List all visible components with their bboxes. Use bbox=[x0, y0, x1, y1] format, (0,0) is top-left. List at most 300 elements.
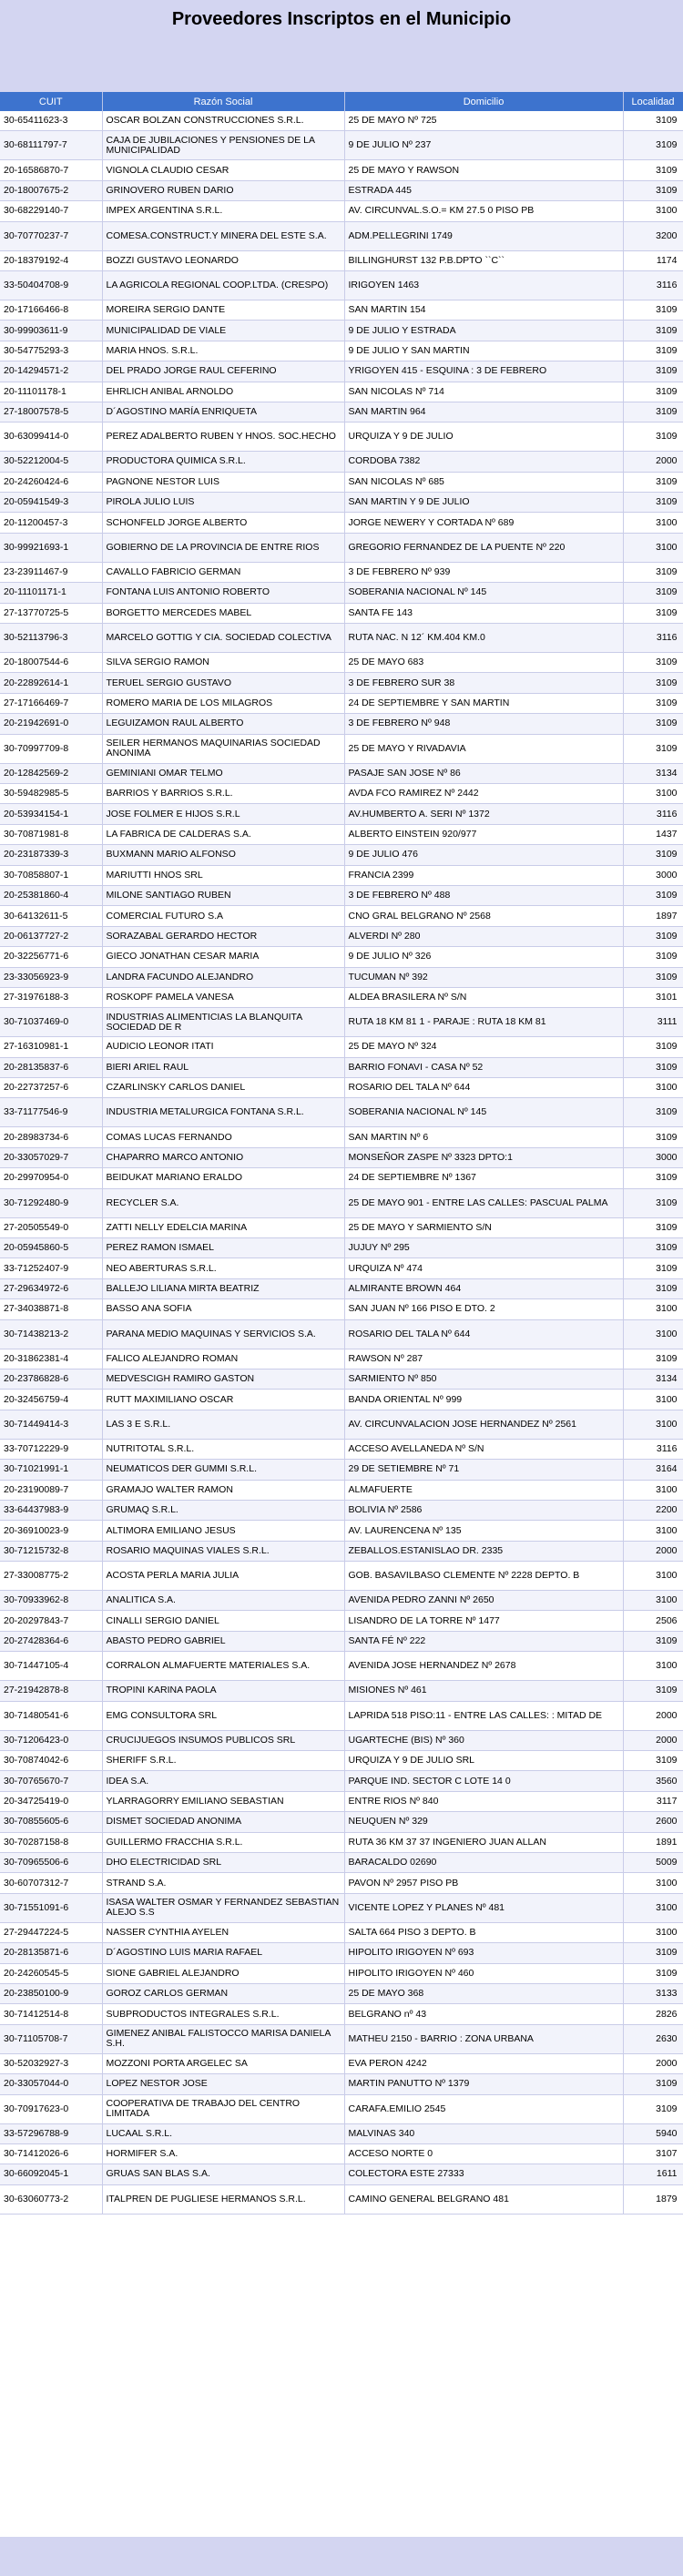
table-row bbox=[0, 2094, 683, 2123]
cell-localidad: 1437 bbox=[623, 824, 683, 844]
cell-localidad: 3100 bbox=[623, 1078, 683, 1098]
cell-cuit: 30-70770237-7 bbox=[0, 221, 102, 250]
table-row bbox=[0, 967, 683, 987]
cell-razon-social: PEREZ ADALBERTO RUBEN Y HNOS. SOC.HECHO bbox=[102, 423, 344, 452]
cell-razon-social: GEMINIANI OMAR TELMO bbox=[102, 763, 344, 783]
cell-razon-social: CZARLINSKY CARLOS DANIEL bbox=[102, 1078, 344, 1098]
cell-domicilio: CORDOBA 7382 bbox=[344, 452, 623, 472]
cell-localidad: 3109 bbox=[623, 926, 683, 946]
cell-localidad: 3560 bbox=[623, 1771, 683, 1791]
cell-localidad: 3109 bbox=[623, 734, 683, 763]
cell-localidad: 3000 bbox=[623, 1147, 683, 1167]
table-row bbox=[0, 1410, 683, 1439]
cell-localidad: 3109 bbox=[623, 131, 683, 160]
cell-razon-social: PEREZ RAMON ISMAEL bbox=[102, 1238, 344, 1258]
table-row bbox=[0, 734, 683, 763]
cell-razon-social: ABASTO PEDRO GABRIEL bbox=[102, 1631, 344, 1651]
cell-cuit: 33-50404708-9 bbox=[0, 270, 102, 300]
table-row bbox=[0, 693, 683, 713]
cell-razon-social: STRAND S.A. bbox=[102, 1873, 344, 1893]
cell-razon-social: CHAPARRO MARCO ANTONIO bbox=[102, 1147, 344, 1167]
cell-domicilio: UGARTECHE (BIS) Nº 360 bbox=[344, 1730, 623, 1750]
page-title: Proveedores Inscriptos en el Municipio bbox=[171, 9, 512, 29]
cell-razon-social: PIROLA JULIO LUIS bbox=[102, 493, 344, 513]
cell-domicilio: 3 DE FEBRERO Nº 939 bbox=[344, 562, 623, 582]
cell-cuit: 20-33057044-0 bbox=[0, 2074, 102, 2094]
cell-localidad: 3164 bbox=[623, 1460, 683, 1480]
cell-localidad: 3100 bbox=[623, 1410, 683, 1439]
cell-localidad: 3109 bbox=[623, 1631, 683, 1651]
cell-domicilio: RUTA 36 KM 37 37 INGENIERO JUAN ALLAN bbox=[344, 1832, 623, 1852]
cell-domicilio: AVENIDA JOSE HERNANDEZ Nº 2678 bbox=[344, 1652, 623, 1681]
cell-localidad: 3000 bbox=[623, 865, 683, 885]
table-row bbox=[0, 423, 683, 452]
cell-domicilio: ALMAFUERTE bbox=[344, 1480, 623, 1500]
cell-razon-social: SILVA SERGIO RAMON bbox=[102, 653, 344, 673]
cell-razon-social: IDEA S.A. bbox=[102, 1771, 344, 1791]
cell-domicilio: ACCESO AVELLANEDA Nº S/N bbox=[344, 1439, 623, 1459]
cell-domicilio: TUCUMAN Nº 392 bbox=[344, 967, 623, 987]
cell-cuit: 30-70287158-8 bbox=[0, 1832, 102, 1852]
table-row bbox=[0, 1611, 683, 1631]
cell-razon-social: ANALITICA S.A. bbox=[102, 1591, 344, 1611]
cell-localidad: 3109 bbox=[623, 341, 683, 361]
cell-cuit: 30-71438213-2 bbox=[0, 1319, 102, 1349]
cell-domicilio: 24 DE SEPTIEMBRE Y SAN MARTIN bbox=[344, 693, 623, 713]
cell-localidad: 3100 bbox=[623, 1591, 683, 1611]
table-row bbox=[0, 382, 683, 402]
cell-razon-social: SUBPRODUCTOS INTEGRALES S.R.L. bbox=[102, 2004, 344, 2024]
cell-razon-social: BARRIOS Y BARRIOS S.R.L. bbox=[102, 783, 344, 803]
cell-razon-social: NASSER CYNTHIA AYELEN bbox=[102, 1922, 344, 1942]
table-row bbox=[0, 763, 683, 783]
cell-localidad: 1891 bbox=[623, 1832, 683, 1852]
table-row bbox=[0, 1168, 683, 1188]
cell-razon-social: CAVALLO FABRICIO GERMAN bbox=[102, 562, 344, 582]
cell-domicilio: SOBERANIA NACIONAL Nº 145 bbox=[344, 583, 623, 603]
cell-localidad: 2000 bbox=[623, 452, 683, 472]
cell-razon-social: GIECO JONATHAN CESAR MARIA bbox=[102, 947, 344, 967]
cell-domicilio: SARMIENTO Nº 850 bbox=[344, 1369, 623, 1389]
cell-localidad: 3109 bbox=[623, 1098, 683, 1127]
cell-cuit: 27-20505549-0 bbox=[0, 1217, 102, 1237]
table-row bbox=[0, 533, 683, 562]
cell-domicilio: ACCESO NORTE 0 bbox=[344, 2143, 623, 2164]
cell-razon-social: GRINOVERO RUBEN DARIO bbox=[102, 180, 344, 200]
table-row bbox=[0, 653, 683, 673]
cell-domicilio: BARACALDO 02690 bbox=[344, 1853, 623, 1873]
cell-cuit: 30-71292480-9 bbox=[0, 1188, 102, 1217]
cell-domicilio: SAN MARTIN 154 bbox=[344, 300, 623, 320]
cell-cuit: 20-23850100-9 bbox=[0, 1983, 102, 2003]
cell-razon-social: CRUCIJUEGOS INSUMOS PUBLICOS SRL bbox=[102, 1730, 344, 1750]
table-row bbox=[0, 1771, 683, 1791]
cell-domicilio: AV. CIRCUNVALACION JOSE HERNANDEZ Nº 2561 bbox=[344, 1410, 623, 1439]
cell-cuit: 20-16586870-7 bbox=[0, 160, 102, 180]
cell-cuit: 30-68229140-7 bbox=[0, 201, 102, 221]
table-row bbox=[0, 603, 683, 623]
table-row bbox=[0, 1238, 683, 1258]
cell-localidad: 3134 bbox=[623, 763, 683, 783]
cell-razon-social: OSCAR BOLZAN CONSTRUCCIONES S.R.L. bbox=[102, 111, 344, 131]
cell-razon-social: TROPINI KARINA PAOLA bbox=[102, 1681, 344, 1701]
cell-razon-social: ROSKOPF PAMELA VANESA bbox=[102, 987, 344, 1007]
table-row bbox=[0, 1631, 683, 1651]
cell-domicilio: ESTRADA 445 bbox=[344, 180, 623, 200]
cell-domicilio: BARRIO FONAVI - CASA Nº 52 bbox=[344, 1057, 623, 1077]
cell-razon-social: TERUEL SERGIO GUSTAVO bbox=[102, 673, 344, 693]
column-header-localidad: Localidad bbox=[623, 92, 683, 111]
cell-domicilio: EVA PERON 4242 bbox=[344, 2053, 623, 2073]
cell-localidad: 2826 bbox=[623, 2004, 683, 2024]
cell-domicilio: AVENIDA PEDRO ZANNI Nº 2650 bbox=[344, 1591, 623, 1611]
table-row bbox=[0, 452, 683, 472]
cell-localidad: 3109 bbox=[623, 947, 683, 967]
cell-razon-social: PAGNONE NESTOR LUIS bbox=[102, 472, 344, 492]
cell-localidad: 1611 bbox=[623, 2164, 683, 2184]
table-row bbox=[0, 865, 683, 885]
cell-domicilio: MATHEU 2150 - BARRIO : ZONA URBANA bbox=[344, 2024, 623, 2053]
cell-localidad: 1174 bbox=[623, 250, 683, 270]
cell-localidad: 5940 bbox=[623, 2123, 683, 2143]
cell-cuit: 20-12842569-2 bbox=[0, 763, 102, 783]
cell-localidad: 2200 bbox=[623, 1500, 683, 1520]
cell-localidad: 3109 bbox=[623, 1681, 683, 1701]
table-row bbox=[0, 221, 683, 250]
cell-domicilio: ALBERTO EINSTEIN 920/977 bbox=[344, 824, 623, 844]
cell-razon-social: BIERI ARIEL RAUL bbox=[102, 1057, 344, 1077]
cell-domicilio: SAN MARTIN Y 9 DE JULIO bbox=[344, 493, 623, 513]
cell-razon-social: EHRLICH ANIBAL ARNOLDO bbox=[102, 382, 344, 402]
cell-localidad: 3109 bbox=[623, 160, 683, 180]
table-row bbox=[0, 947, 683, 967]
cell-cuit: 20-18007544-6 bbox=[0, 653, 102, 673]
cell-cuit: 30-70765670-7 bbox=[0, 1771, 102, 1791]
cell-cuit: 30-70997709-8 bbox=[0, 734, 102, 763]
cell-localidad: 3134 bbox=[623, 1369, 683, 1389]
table-row bbox=[0, 1217, 683, 1237]
cell-cuit: 20-24260424-6 bbox=[0, 472, 102, 492]
table-row bbox=[0, 1480, 683, 1500]
cell-localidad: 3109 bbox=[623, 673, 683, 693]
cell-cuit: 33-71252407-9 bbox=[0, 1258, 102, 1278]
cell-cuit: 30-71037469-0 bbox=[0, 1008, 102, 1037]
cell-cuit: 30-99903611-9 bbox=[0, 321, 102, 341]
cell-domicilio: ENTRE RIOS Nº 840 bbox=[344, 1791, 623, 1811]
cell-razon-social: PARANA MEDIO MAQUINAS Y SERVICIOS S.A. bbox=[102, 1319, 344, 1349]
cell-cuit: 20-28135837-6 bbox=[0, 1057, 102, 1077]
cell-localidad: 3109 bbox=[623, 885, 683, 905]
cell-cuit: 30-71412026-6 bbox=[0, 2143, 102, 2164]
cell-domicilio: ADM.PELLEGRINI 1749 bbox=[344, 221, 623, 250]
cell-localidad: 3109 bbox=[623, 1349, 683, 1369]
table-row bbox=[0, 1521, 683, 1541]
table-row bbox=[0, 804, 683, 824]
cell-domicilio: SAN MARTIN 964 bbox=[344, 402, 623, 422]
cell-domicilio: 25 DE MAYO Y RAWSON bbox=[344, 160, 623, 180]
cell-cuit: 20-18007675-2 bbox=[0, 180, 102, 200]
cell-razon-social: SEILER HERMANOS MAQUINARIAS SOCIEDAD ANONIMA bbox=[102, 734, 344, 763]
cell-localidad: 5009 bbox=[623, 1853, 683, 1873]
cell-cuit: 30-70871981-8 bbox=[0, 824, 102, 844]
cell-cuit: 30-70855605-6 bbox=[0, 1812, 102, 1832]
table-row bbox=[0, 906, 683, 926]
table-row bbox=[0, 111, 683, 131]
cell-razon-social: INDUSTRIA METALURGICA FONTANA S.R.L. bbox=[102, 1098, 344, 1127]
cell-razon-social: ITALPREN DE PUGLIESE HERMANOS S.R.L. bbox=[102, 2184, 344, 2214]
cell-razon-social: GRUMAQ S.R.L. bbox=[102, 1500, 344, 1520]
table-row bbox=[0, 160, 683, 180]
cell-razon-social: D´AGOSTINO MARÍA ENRIQUETA bbox=[102, 402, 344, 422]
cell-localidad: 3109 bbox=[623, 472, 683, 492]
table-row bbox=[0, 1730, 683, 1750]
cell-razon-social: RUTT MAXIMILIANO OSCAR bbox=[102, 1390, 344, 1410]
cell-domicilio: NEUQUEN Nº 329 bbox=[344, 1812, 623, 1832]
cell-domicilio: LAPRIDA 518 PISO:11 - ENTRE LAS CALLES: : MITAD DE bbox=[344, 1701, 623, 1730]
cell-cuit: 30-59482985-5 bbox=[0, 783, 102, 803]
cell-cuit: 20-18379192-4 bbox=[0, 250, 102, 270]
cell-domicilio: PAVON Nº 2957 PISO PB bbox=[344, 1873, 623, 1893]
table-row bbox=[0, 1460, 683, 1480]
cell-razon-social: INDUSTRIAS ALIMENTICIAS LA BLANQUITA SOCIEDAD DE R bbox=[102, 1008, 344, 1037]
table-row bbox=[0, 1037, 683, 1057]
cell-cuit: 30-64132611-5 bbox=[0, 906, 102, 926]
cell-domicilio: RAWSON Nº 287 bbox=[344, 1349, 623, 1369]
cell-cuit: 20-14294571-2 bbox=[0, 361, 102, 382]
cell-cuit: 23-33056923-9 bbox=[0, 967, 102, 987]
cell-razon-social: LANDRA FACUNDO ALEJANDRO bbox=[102, 967, 344, 987]
cell-domicilio: 25 DE MAYO Y SARMIENTO S/N bbox=[344, 1217, 623, 1237]
table-row bbox=[0, 1008, 683, 1037]
cell-localidad: 3100 bbox=[623, 783, 683, 803]
table-row bbox=[0, 1701, 683, 1730]
cell-localidad: 3109 bbox=[623, 1258, 683, 1278]
cell-localidad: 3109 bbox=[623, 2074, 683, 2094]
table-row bbox=[0, 2123, 683, 2143]
cell-localidad: 2000 bbox=[623, 2053, 683, 2073]
cell-cuit: 20-05941549-3 bbox=[0, 493, 102, 513]
table-row bbox=[0, 2004, 683, 2024]
cell-localidad: 3107 bbox=[623, 2143, 683, 2164]
cell-razon-social: IMPEX ARGENTINA S.R.L. bbox=[102, 201, 344, 221]
cell-localidad: 3100 bbox=[623, 1893, 683, 1922]
cell-cuit: 30-71551091-6 bbox=[0, 1893, 102, 1922]
table-row bbox=[0, 201, 683, 221]
cell-razon-social: DEL PRADO JORGE RAUL CEFERINO bbox=[102, 361, 344, 382]
cell-cuit: 30-63060773-2 bbox=[0, 2184, 102, 2214]
cell-cuit: 30-68111797-7 bbox=[0, 131, 102, 160]
cell-cuit: 20-06137727-2 bbox=[0, 926, 102, 946]
cell-domicilio: BELGRANO nº 43 bbox=[344, 2004, 623, 2024]
cell-localidad: 3200 bbox=[623, 221, 683, 250]
cell-localidad: 3109 bbox=[623, 1188, 683, 1217]
column-header-cuit: CUIT bbox=[0, 92, 102, 111]
cell-cuit: 20-31862381-4 bbox=[0, 1349, 102, 1369]
cell-domicilio: 25 DE MAYO 901 - ENTRE LAS CALLES: PASCUAL PALMA bbox=[344, 1188, 623, 1217]
cell-razon-social: BEIDUKAT MARIANO ERALDO bbox=[102, 1168, 344, 1188]
cell-cuit: 27-18007578-5 bbox=[0, 402, 102, 422]
cell-cuit: 20-29970954-0 bbox=[0, 1168, 102, 1188]
cell-domicilio: 3 DE FEBRERO Nº 488 bbox=[344, 885, 623, 905]
cell-razon-social: YLARRAGORRY EMILIANO SEBASTIAN bbox=[102, 1791, 344, 1811]
cell-cuit: 20-05945860-5 bbox=[0, 1238, 102, 1258]
cell-razon-social: BASSO ANA SOFIA bbox=[102, 1299, 344, 1319]
cell-localidad: 3100 bbox=[623, 1521, 683, 1541]
table-row bbox=[0, 1893, 683, 1922]
cell-cuit: 30-71105708-7 bbox=[0, 2024, 102, 2053]
table-row bbox=[0, 673, 683, 693]
column-header-razon-social: Razón Social bbox=[102, 92, 344, 111]
cell-localidad: 3117 bbox=[623, 1791, 683, 1811]
cell-domicilio: PARQUE IND. SECTOR C LOTE 14 0 bbox=[344, 1771, 623, 1791]
cell-razon-social: ISASA WALTER OSMAR Y FERNANDEZ SEBASTIAN ALEJO S.S bbox=[102, 1893, 344, 1922]
cell-razon-social: PRODUCTORA QUIMICA S.R.L. bbox=[102, 452, 344, 472]
cell-cuit: 20-32256771-6 bbox=[0, 947, 102, 967]
cell-localidad: 2600 bbox=[623, 1812, 683, 1832]
cell-domicilio: 29 DE SETIEMBRE Nº 71 bbox=[344, 1460, 623, 1480]
cell-cuit: 20-34725419-0 bbox=[0, 1791, 102, 1811]
cell-localidad: 2630 bbox=[623, 2024, 683, 2053]
cell-localidad: 3109 bbox=[623, 1238, 683, 1258]
table-row bbox=[0, 1147, 683, 1167]
cell-cuit: 27-31976188-3 bbox=[0, 987, 102, 1007]
cell-domicilio: SAN MARTIN Nº 6 bbox=[344, 1127, 623, 1147]
table-row bbox=[0, 1319, 683, 1349]
cell-localidad: 3109 bbox=[623, 321, 683, 341]
cell-razon-social: DHO ELECTRICIDAD SRL bbox=[102, 1853, 344, 1873]
table-row bbox=[0, 1390, 683, 1410]
cell-localidad: 3109 bbox=[623, 1037, 683, 1057]
cell-razon-social: EMG CONSULTORA SRL bbox=[102, 1701, 344, 1730]
table-row bbox=[0, 1078, 683, 1098]
table-row bbox=[0, 1258, 683, 1278]
providers-table bbox=[0, 92, 683, 2215]
cell-cuit: 20-23187339-3 bbox=[0, 845, 102, 865]
cell-razon-social: SCHONFELD JORGE ALBERTO bbox=[102, 513, 344, 533]
table-row bbox=[0, 300, 683, 320]
cell-localidad: 3109 bbox=[623, 111, 683, 131]
cell-domicilio: ALDEA BRASILERA Nº S/N bbox=[344, 987, 623, 1007]
cell-cuit: 30-65411623-3 bbox=[0, 111, 102, 131]
cell-localidad: 3111 bbox=[623, 1008, 683, 1037]
cell-razon-social: COMERCIAL FUTURO S.A bbox=[102, 906, 344, 926]
cell-localidad: 3109 bbox=[623, 180, 683, 200]
cell-domicilio: HIPOLITO IRIGOYEN Nº 693 bbox=[344, 1943, 623, 1963]
cell-domicilio: IRIGOYEN 1463 bbox=[344, 270, 623, 300]
cell-domicilio: AV.HUMBERTO A. SERI Nº 1372 bbox=[344, 804, 623, 824]
cell-domicilio: 24 DE SEPTIEMBRE Nº 1367 bbox=[344, 1168, 623, 1188]
cell-razon-social: NEO ABERTURAS S.R.L. bbox=[102, 1258, 344, 1278]
cell-localidad: 3109 bbox=[623, 1217, 683, 1237]
cell-localidad: 3109 bbox=[623, 1278, 683, 1298]
cell-localidad: 2000 bbox=[623, 1541, 683, 1561]
table-row bbox=[0, 885, 683, 905]
cell-domicilio: URQUIZA Nº 474 bbox=[344, 1258, 623, 1278]
cell-domicilio: 9 DE JULIO Y ESTRADA bbox=[344, 321, 623, 341]
cell-razon-social: GRUAS SAN BLAS S.A. bbox=[102, 2164, 344, 2184]
cell-cuit: 27-29447224-5 bbox=[0, 1922, 102, 1942]
cell-razon-social: SIONE GABRIEL ALEJANDRO bbox=[102, 1963, 344, 1983]
cell-domicilio: 25 DE MAYO 683 bbox=[344, 653, 623, 673]
cell-domicilio: MONSEÑOR ZASPE Nº 3323 DPTO:1 bbox=[344, 1147, 623, 1167]
table-row bbox=[0, 1057, 683, 1077]
table-row bbox=[0, 1591, 683, 1611]
cell-localidad: 3109 bbox=[623, 382, 683, 402]
table-row bbox=[0, 1922, 683, 1942]
cell-localidad: 3101 bbox=[623, 987, 683, 1007]
cell-razon-social: HORMIFER S.A. bbox=[102, 2143, 344, 2164]
cell-razon-social: CAJA DE JUBILACIONES Y PENSIONES DE LA MUNICIPALIDAD bbox=[102, 131, 344, 160]
cell-razon-social: CINALLI SERGIO DANIEL bbox=[102, 1611, 344, 1631]
cell-domicilio: URQUIZA Y 9 DE JULIO SRL bbox=[344, 1751, 623, 1771]
cell-domicilio: COLECTORA ESTE 27333 bbox=[344, 2164, 623, 2184]
table-row bbox=[0, 1873, 683, 1893]
table-header-row bbox=[0, 92, 683, 111]
table-row bbox=[0, 562, 683, 582]
cell-domicilio: SALTA 664 PISO 3 DEPTO. B bbox=[344, 1922, 623, 1942]
table-row bbox=[0, 1369, 683, 1389]
cell-razon-social: ROSARIO MAQUINAS VIALES S.R.L. bbox=[102, 1541, 344, 1561]
cell-domicilio: 25 DE MAYO Nº 725 bbox=[344, 111, 623, 131]
table-row bbox=[0, 926, 683, 946]
cell-razon-social: FONTANA LUIS ANTONIO ROBERTO bbox=[102, 583, 344, 603]
page-header bbox=[0, 0, 683, 92]
table-row bbox=[0, 402, 683, 422]
table-row bbox=[0, 1983, 683, 2003]
cell-localidad: 3116 bbox=[623, 624, 683, 653]
cell-cuit: 30-70965506-6 bbox=[0, 1853, 102, 1873]
cell-domicilio: VICENTE LOPEZ Y PLANES Nº 481 bbox=[344, 1893, 623, 1922]
cell-razon-social: LUCAAL S.R.L. bbox=[102, 2123, 344, 2143]
cell-razon-social: MARIA HNOS. S.R.L. bbox=[102, 341, 344, 361]
cell-cuit: 27-34038871-8 bbox=[0, 1299, 102, 1319]
cell-localidad: 3109 bbox=[623, 603, 683, 623]
cell-cuit: 20-22737257-6 bbox=[0, 1078, 102, 1098]
cell-cuit: 30-52212004-5 bbox=[0, 452, 102, 472]
cell-razon-social: MOREIRA SERGIO DANTE bbox=[102, 300, 344, 320]
table-row bbox=[0, 824, 683, 844]
cell-domicilio: CARAFA.EMILIO 2545 bbox=[344, 2094, 623, 2123]
cell-domicilio: AV. CIRCUNVAL.S.O.= KM 27.5 0 PISO PB bbox=[344, 201, 623, 221]
cell-localidad: 3100 bbox=[623, 1873, 683, 1893]
cell-domicilio: 3 DE FEBRERO SUR 38 bbox=[344, 673, 623, 693]
cell-razon-social: MARIUTTI HNOS SRL bbox=[102, 865, 344, 885]
cell-cuit: 20-33057029-7 bbox=[0, 1147, 102, 1167]
cell-cuit: 20-17166466-8 bbox=[0, 300, 102, 320]
cell-razon-social: MARCELO GOTTIG Y CIA. SOCIEDAD COLECTIVA bbox=[102, 624, 344, 653]
cell-razon-social: CORRALON ALMAFUERTE MATERIALES S.A. bbox=[102, 1652, 344, 1681]
cell-cuit: 20-22892614-1 bbox=[0, 673, 102, 693]
cell-localidad: 3100 bbox=[623, 201, 683, 221]
cell-cuit: 27-33008775-2 bbox=[0, 1562, 102, 1591]
cell-cuit: 20-20297843-7 bbox=[0, 1611, 102, 1631]
cell-razon-social: MUNICIPALIDAD DE VIALE bbox=[102, 321, 344, 341]
cell-razon-social: NEUMATICOS DER GUMMI S.R.L. bbox=[102, 1460, 344, 1480]
cell-localidad: 3109 bbox=[623, 1963, 683, 1983]
cell-cuit: 20-11101178-1 bbox=[0, 382, 102, 402]
cell-localidad: 3109 bbox=[623, 1127, 683, 1147]
cell-razon-social: ZATTI NELLY EDELCIA MARINA bbox=[102, 1217, 344, 1237]
table-row bbox=[0, 2164, 683, 2184]
cell-localidad: 2506 bbox=[623, 1611, 683, 1631]
cell-domicilio: MARTIN PANUTTO Nº 1379 bbox=[344, 2074, 623, 2094]
table-row bbox=[0, 1439, 683, 1459]
cell-localidad: 3100 bbox=[623, 1922, 683, 1942]
cell-domicilio: 25 DE MAYO Nº 324 bbox=[344, 1037, 623, 1057]
cell-localidad: 3109 bbox=[623, 1057, 683, 1077]
cell-razon-social: LOPEZ NESTOR JOSE bbox=[102, 2074, 344, 2094]
cell-domicilio: AVDA FCO RAMIREZ Nº 2442 bbox=[344, 783, 623, 803]
